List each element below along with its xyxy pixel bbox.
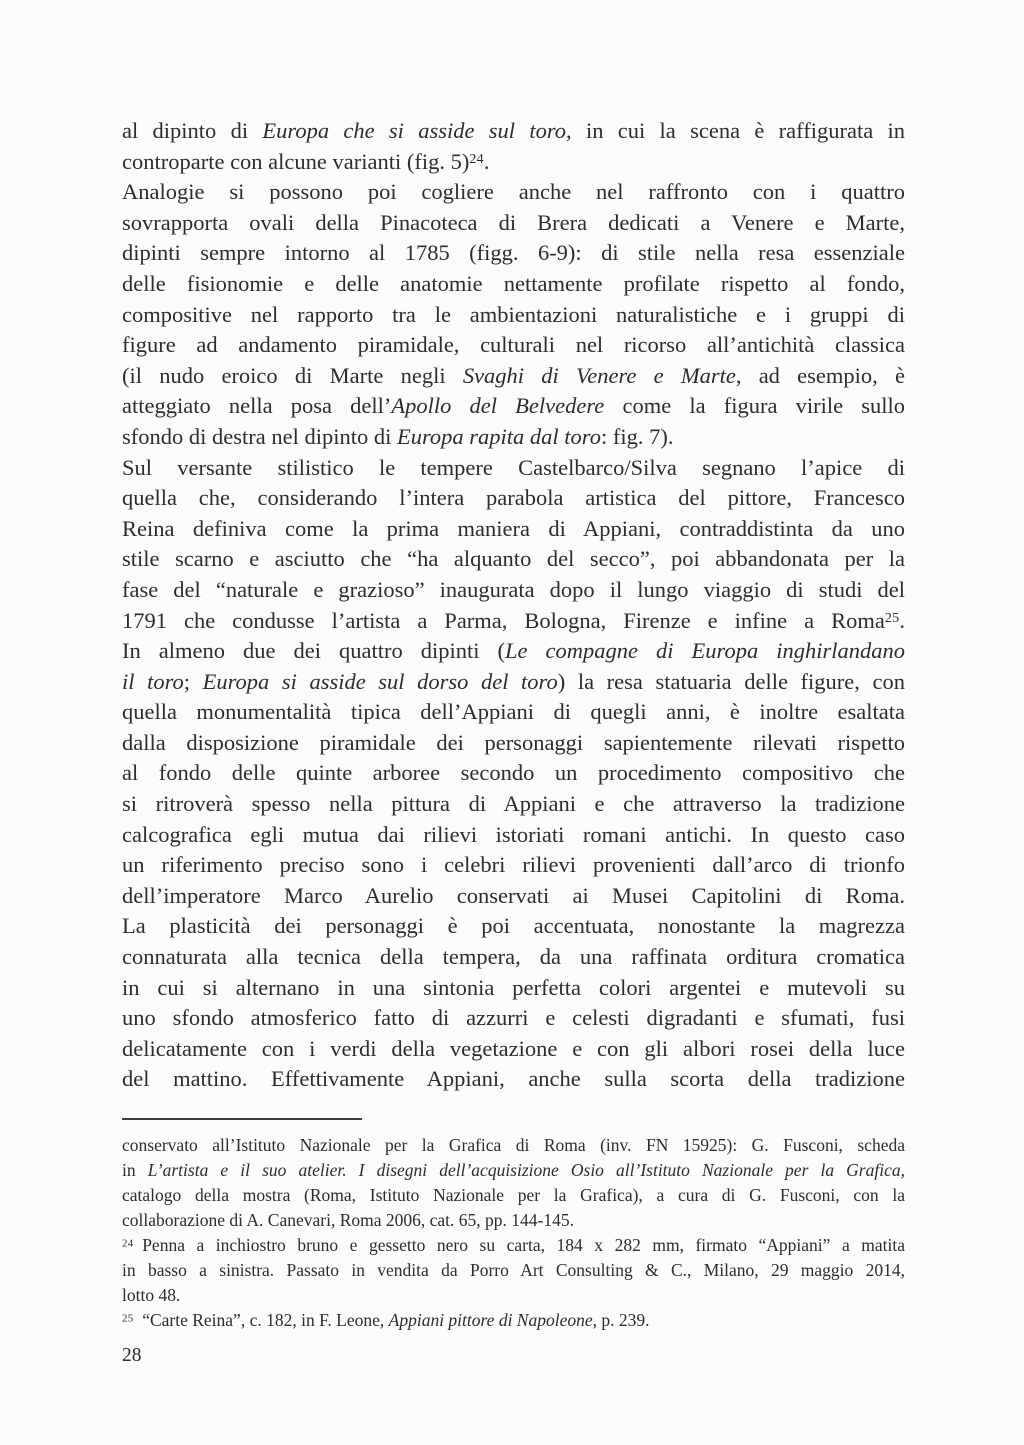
text-line: in basso a sinistra. Passato in vendita da Porro Art Consulting & C., Milano, 29 maggio 2014, (122, 1260, 905, 1280)
text-line: del mattino. Effettivamente Appiani, anche sulla scorta della tradizione (122, 1066, 905, 1092)
text-line: in cui si alternano in una sintonia perfetta colori argentei e mutevoli su (122, 974, 905, 1000)
text-line: delicatamente con i verdi della vegetazione e con gli albori rosei della luce (122, 1035, 905, 1061)
text-line: figure ad andamento piramidale, culturali nel ricorso all’antichità classica (122, 332, 905, 358)
footnotes-block (122, 1133, 905, 1333)
text-line: fase del “naturale e grazioso” inaugurata dopo il lungo viaggio di studi del (122, 576, 905, 602)
italic-text: Svaghi di Venere e Marte (462, 362, 736, 388)
text-line: connaturata alla tecnica della tempera, da una raffinata orditura cromatica (122, 944, 905, 970)
italic-text: Europa si asside sul dorso del toro (202, 668, 558, 694)
italic-text: Europa che si asside sul toro (262, 118, 567, 143)
superscript-ref: 25 (884, 610, 900, 626)
page-number: 28 (122, 1345, 142, 1366)
text-line: dell’imperatore Marco Aurelio conservati ai Musei Capitolini di Roma. (122, 882, 905, 908)
italic-text: Appiani pittore di Napoleone (388, 1310, 593, 1330)
italic-text: il toro (122, 668, 184, 694)
text-line: 1791 che condusse l’artista a Parma, Bologna, Firenze e infine a Roma$^{25}$. (122, 607, 905, 633)
main-text-block (122, 116, 905, 1095)
text-line: compositive nel rapporto tra le ambientazioni naturalistiche e i gruppi di (122, 301, 905, 327)
text-line: collaborazione di A. Canevari, Roma 2006, cat. 65, pp. 144-145. (122, 1210, 574, 1230)
text-line: in L’artista e il suo atelier. I disegni dell’acquisizione Osio all’Istituto Nazionale per la Grafica, (122, 1160, 905, 1180)
italic-text: Apollo del Belvedere (391, 393, 605, 419)
text-line: lotto 48. (122, 1285, 181, 1305)
text-line: sovrapporta ovali della Pinacoteca di Brera dedicati a Venere e Marte, (122, 209, 905, 235)
text-line: calcografica egli mutua dai rilievi istoriati romani antichi. In questo caso (122, 821, 905, 847)
italic-text: L’artista e il suo atelier. I disegni dell’acquisizione Osio all’Istituto Nazionale per la Grafica (147, 1160, 901, 1180)
text-line: catalogo della mostra (Roma, Istituto Nazionale per la Grafica), a cura di G. Fusconi, con la (122, 1185, 905, 1205)
text-line: dalla disposizione piramidale dei personaggi sapientemente rilevati rispetto (122, 729, 905, 755)
text-line: Sul versante stilistico le tempere Castelbarco/Silva segnano l’apice di (122, 454, 905, 480)
text-line: il toro; Europa si asside sul dorso del toro) la resa statuaria delle figure, con (122, 668, 905, 694)
text-line: conservato all’Istituto Nazionale per la Grafica di Roma (inv. FN 15925): G. Fusconi, scheda (122, 1135, 905, 1155)
text-line: $^{24}$ Penna a inchiostro bruno e gessetto nero su carta, 184 x 282 mm, firmato “Appiani” a matita (122, 1235, 905, 1255)
superscript-ref: 24 (469, 151, 484, 167)
text-line: dipinti sempre intorno al 1785 (figg. 6-9): di stile nella resa essenziale (122, 240, 905, 266)
text-line: controparte con alcune varianti (fig. 5)$^{24}$. (122, 148, 490, 174)
text-line: delle fisionomie e delle anatomie nettamente profilate rispetto al fondo, (122, 270, 905, 296)
text-line: quella che, considerando l’intera parabola artistica del pittore, Francesco (122, 485, 905, 511)
superscript-ref: 25 (122, 1312, 134, 1325)
text-line: al fondo delle quinte arboree secondo un procedimento compositivo che (122, 760, 905, 786)
footnote-separator-rule (122, 1118, 362, 1120)
italic-text: Le compagne di Europa inghirlandano (505, 638, 905, 664)
superscript-ref: 24 (122, 1237, 134, 1250)
text-line: atteggiato nella posa dell’Apollo del Belvedere come la figura virile sullo (122, 393, 905, 419)
text-line: al dipinto di Europa che si asside sul toro, in cui la scena è raffigurata in (122, 118, 905, 143)
text-line: In almeno due dei quattro dipinti (Le compagne di Europa inghirlandano (122, 638, 905, 664)
text-line: (il nudo eroico di Marte negli Svaghi di Venere e Marte, ad esempio, è (122, 362, 905, 388)
text-line: stile scarno e asciutto che “ha alquanto del secco”, poi abbandonata per la (122, 546, 905, 572)
text-line: un riferimento preciso sono i celebri rilievi provenienti dall’arco di trionfo (122, 852, 905, 878)
text-line: $^{25}$ “Carte Reina”, c. 182, in F. Leone, Appiani pittore di Napoleone, p. 239. (122, 1310, 650, 1330)
text-line: uno sfondo atmosferico fatto di azzurri e celesti digradanti e sfumati, fusi (122, 1005, 905, 1031)
text-line: sfondo di destra nel dipinto di Europa rapita dal toro: fig. 7). (122, 423, 674, 449)
italic-text: Europa rapita dal toro (396, 423, 601, 449)
text-line: Reina definiva come la prima maniera di Appiani, contraddistinta da uno (122, 515, 905, 541)
text-line: Analogie si possono poi cogliere anche nel raffronto con i quattro (122, 179, 905, 205)
text-line: La plasticità dei personaggi è poi accentuata, nonostante la magrezza (122, 913, 905, 939)
text-line: si ritroverà spesso nella pittura di Appiani e che attraverso la tradizione (122, 791, 905, 817)
text-line: quella monumentalità tipica dell’Appiani di quegli anni, è inoltre esaltata (122, 699, 905, 725)
